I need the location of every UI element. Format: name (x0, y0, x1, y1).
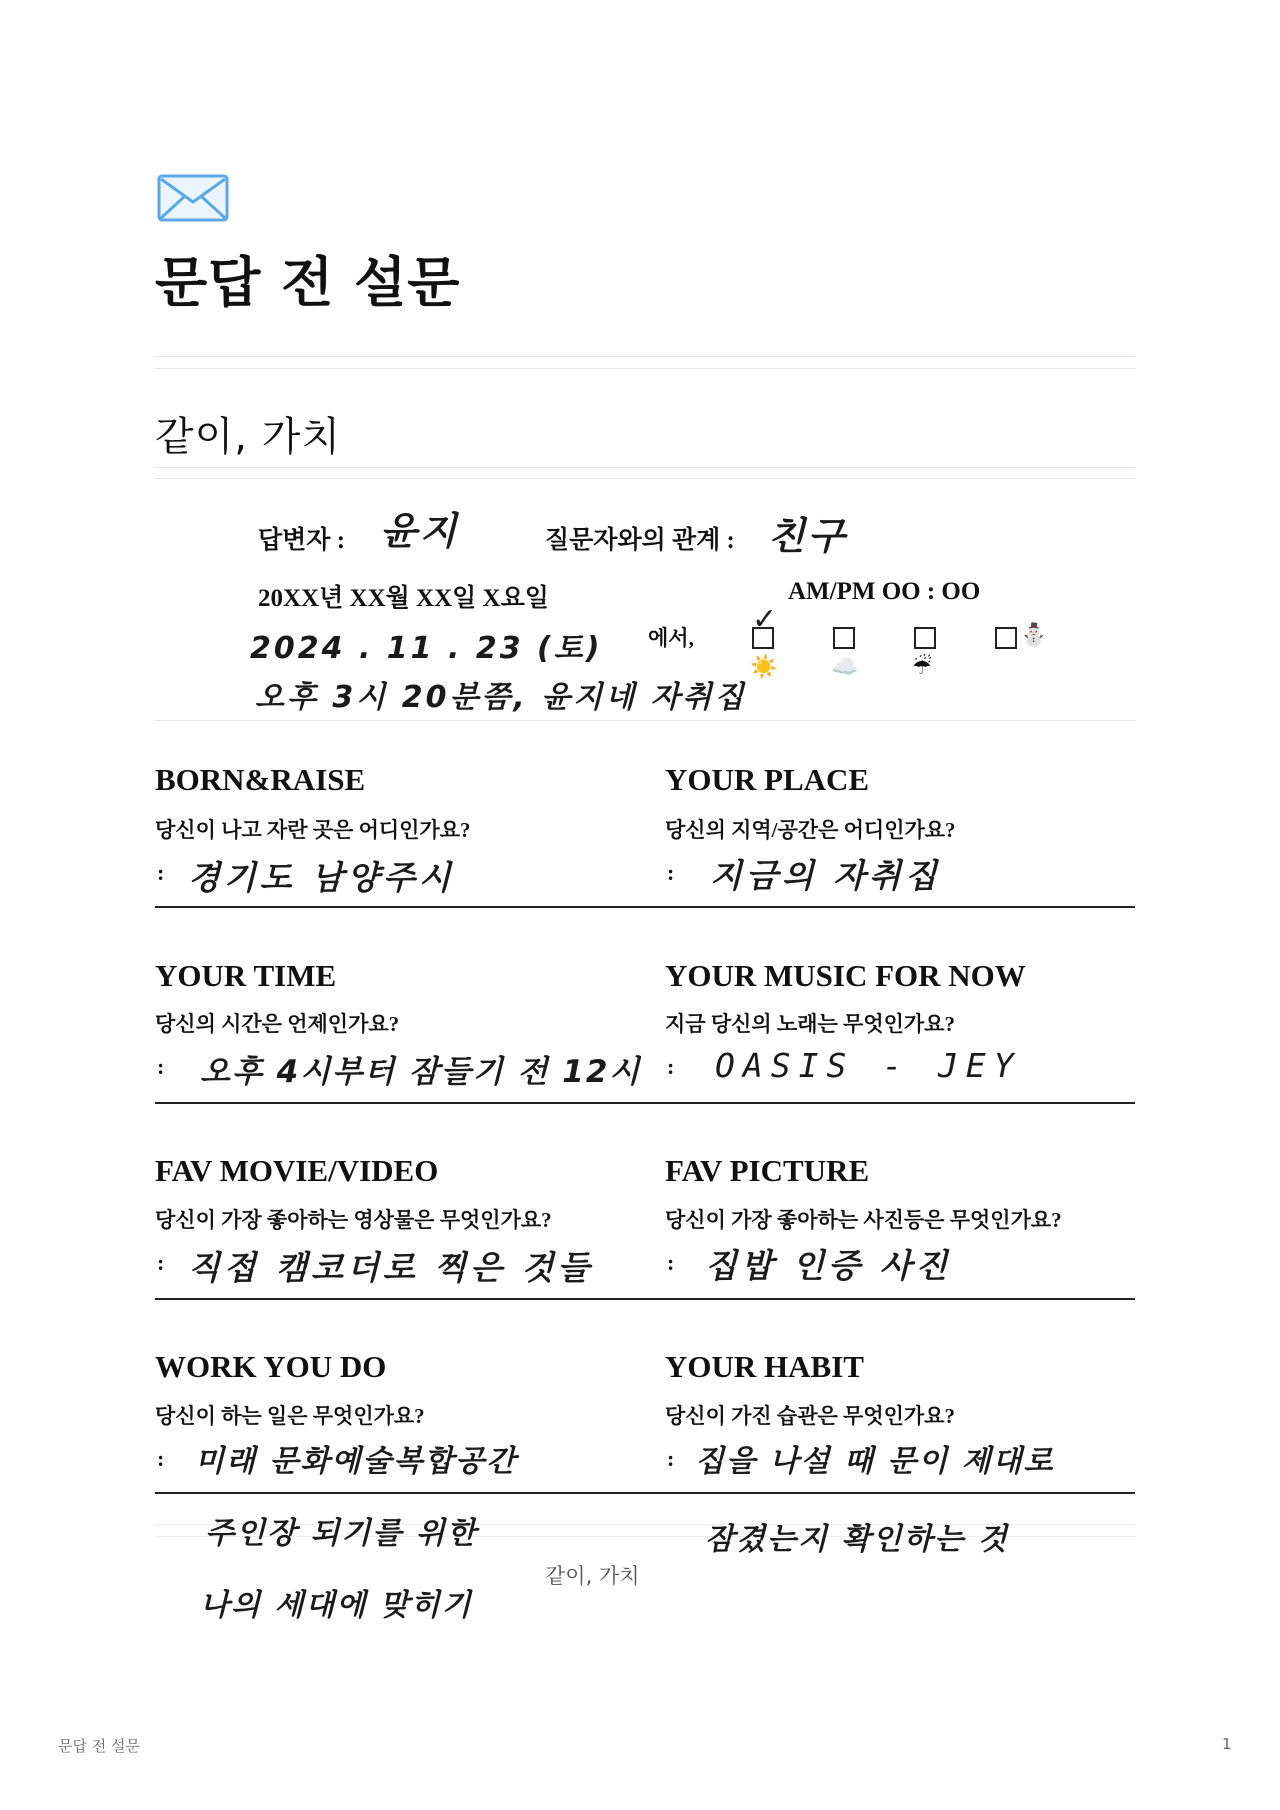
section-title-habit: YOUR HABIT (665, 1349, 864, 1384)
question-time: 당신의 시간은 언제인가요? (155, 1012, 400, 1036)
colon: : (157, 1250, 165, 1275)
center-caption: 같이, 가치 (545, 1564, 640, 1588)
section-title-born: BORN&RAISE (155, 762, 366, 797)
section-divider (155, 1492, 1135, 1494)
section-divider (155, 1298, 1135, 1300)
question-work: 당신이 하는 일은 무엇인가요? (155, 1404, 425, 1428)
divider (155, 720, 1135, 721)
envelope-icon (157, 174, 229, 226)
divider (155, 478, 1135, 479)
snowman-icon: ⛄ (1020, 623, 1048, 648)
colon: : (157, 1446, 165, 1471)
respondent-label: 답변자 : (258, 527, 346, 554)
time-format-label: AM/PM OO : OO (788, 578, 981, 605)
weather-checkbox-cloud[interactable] (833, 627, 855, 649)
section-title-work: WORK YOU DO (155, 1349, 387, 1384)
answer-time: 오후 4시부터 잠들기 전 12시 (200, 1054, 642, 1090)
colon: : (667, 1054, 675, 1079)
divider (155, 467, 1135, 468)
relation-label: 질문자와의 관계 : (545, 527, 735, 554)
umbrella-icon: ☔ (912, 655, 932, 680)
section-divider (155, 1102, 1135, 1104)
answer-work-line3: 나의 세대에 맞히기 (200, 1588, 473, 1623)
weather-checkbox-rain[interactable] (914, 627, 936, 649)
divider (155, 368, 1135, 369)
colon: : (157, 860, 165, 885)
section-divider (155, 906, 1135, 908)
colon: : (667, 1250, 675, 1275)
page-title: 문답 전 설문 (155, 250, 461, 314)
section-title-place: YOUR PLACE (665, 762, 870, 797)
divider (155, 356, 1135, 357)
answer-music: OASIS - JEY (715, 1046, 1022, 1085)
section-title-music: YOUR MUSIC FOR NOW (665, 958, 1026, 993)
answer-work-line2: 주인장 되기를 위한 (205, 1516, 478, 1551)
page-number: 1 (1222, 1735, 1232, 1753)
colon: : (667, 1446, 675, 1471)
colon: : (667, 860, 675, 885)
footer-title: 문답 전 설문 (58, 1737, 140, 1755)
question-habit: 당신이 가진 습관은 무엇인가요? (665, 1404, 955, 1428)
section-title-picture: FAV PICTURE (665, 1153, 870, 1188)
sun-icon: ☀️ (750, 655, 778, 680)
weather-checkbox-snow[interactable] (995, 627, 1017, 649)
colon: : (157, 1054, 165, 1079)
section-subtitle: 같이, 가치 (155, 414, 341, 460)
cloud-icon: ☁️ (831, 655, 859, 680)
place-value: 오후 3시 20분쯤, 윤지네 자취집 (255, 680, 747, 715)
section-title-movie: FAV MOVIE/VIDEO (155, 1153, 439, 1188)
question-born: 당신이 나고 자란 곳은 어디인가요? (155, 818, 471, 842)
answer-habit: 집을 나설 때 문이 제대로 (695, 1444, 1055, 1479)
date-value: 2024 . 11 . 23 (토) (250, 631, 603, 666)
answer-place: 지금의 자취집 (710, 856, 941, 895)
answer-habit-line2: 잠겼는지 확인하는 것 (705, 1522, 1009, 1557)
answer-work: 미래 문화예술복합공간 (195, 1444, 518, 1479)
question-music: 지금 당신의 노래는 무엇인가요? (665, 1012, 955, 1036)
respondent-value: 윤지 (380, 509, 460, 553)
section-title-time: YOUR TIME (155, 958, 337, 993)
question-place: 당신의 지역/공간은 어디인가요? (665, 818, 956, 842)
at-label: 에서, (648, 626, 694, 650)
date-format-label: 20XX년 XX월 XX일 X요일 (258, 585, 549, 612)
answer-movie: 직접 캠코더로 찍은 것들 (188, 1248, 594, 1287)
question-movie: 당신이 가장 좋아하는 영상물은 무엇인가요? (155, 1208, 552, 1232)
answer-picture: 집밥 인증 사진 (705, 1246, 952, 1285)
answer-born: 경기도 남양주시 (188, 858, 455, 897)
checkmark-icon: ✓ (752, 602, 778, 637)
relation-value: 친구 (768, 514, 848, 558)
question-picture: 당신이 가장 좋아하는 사진등은 무엇인가요? (665, 1208, 1062, 1232)
